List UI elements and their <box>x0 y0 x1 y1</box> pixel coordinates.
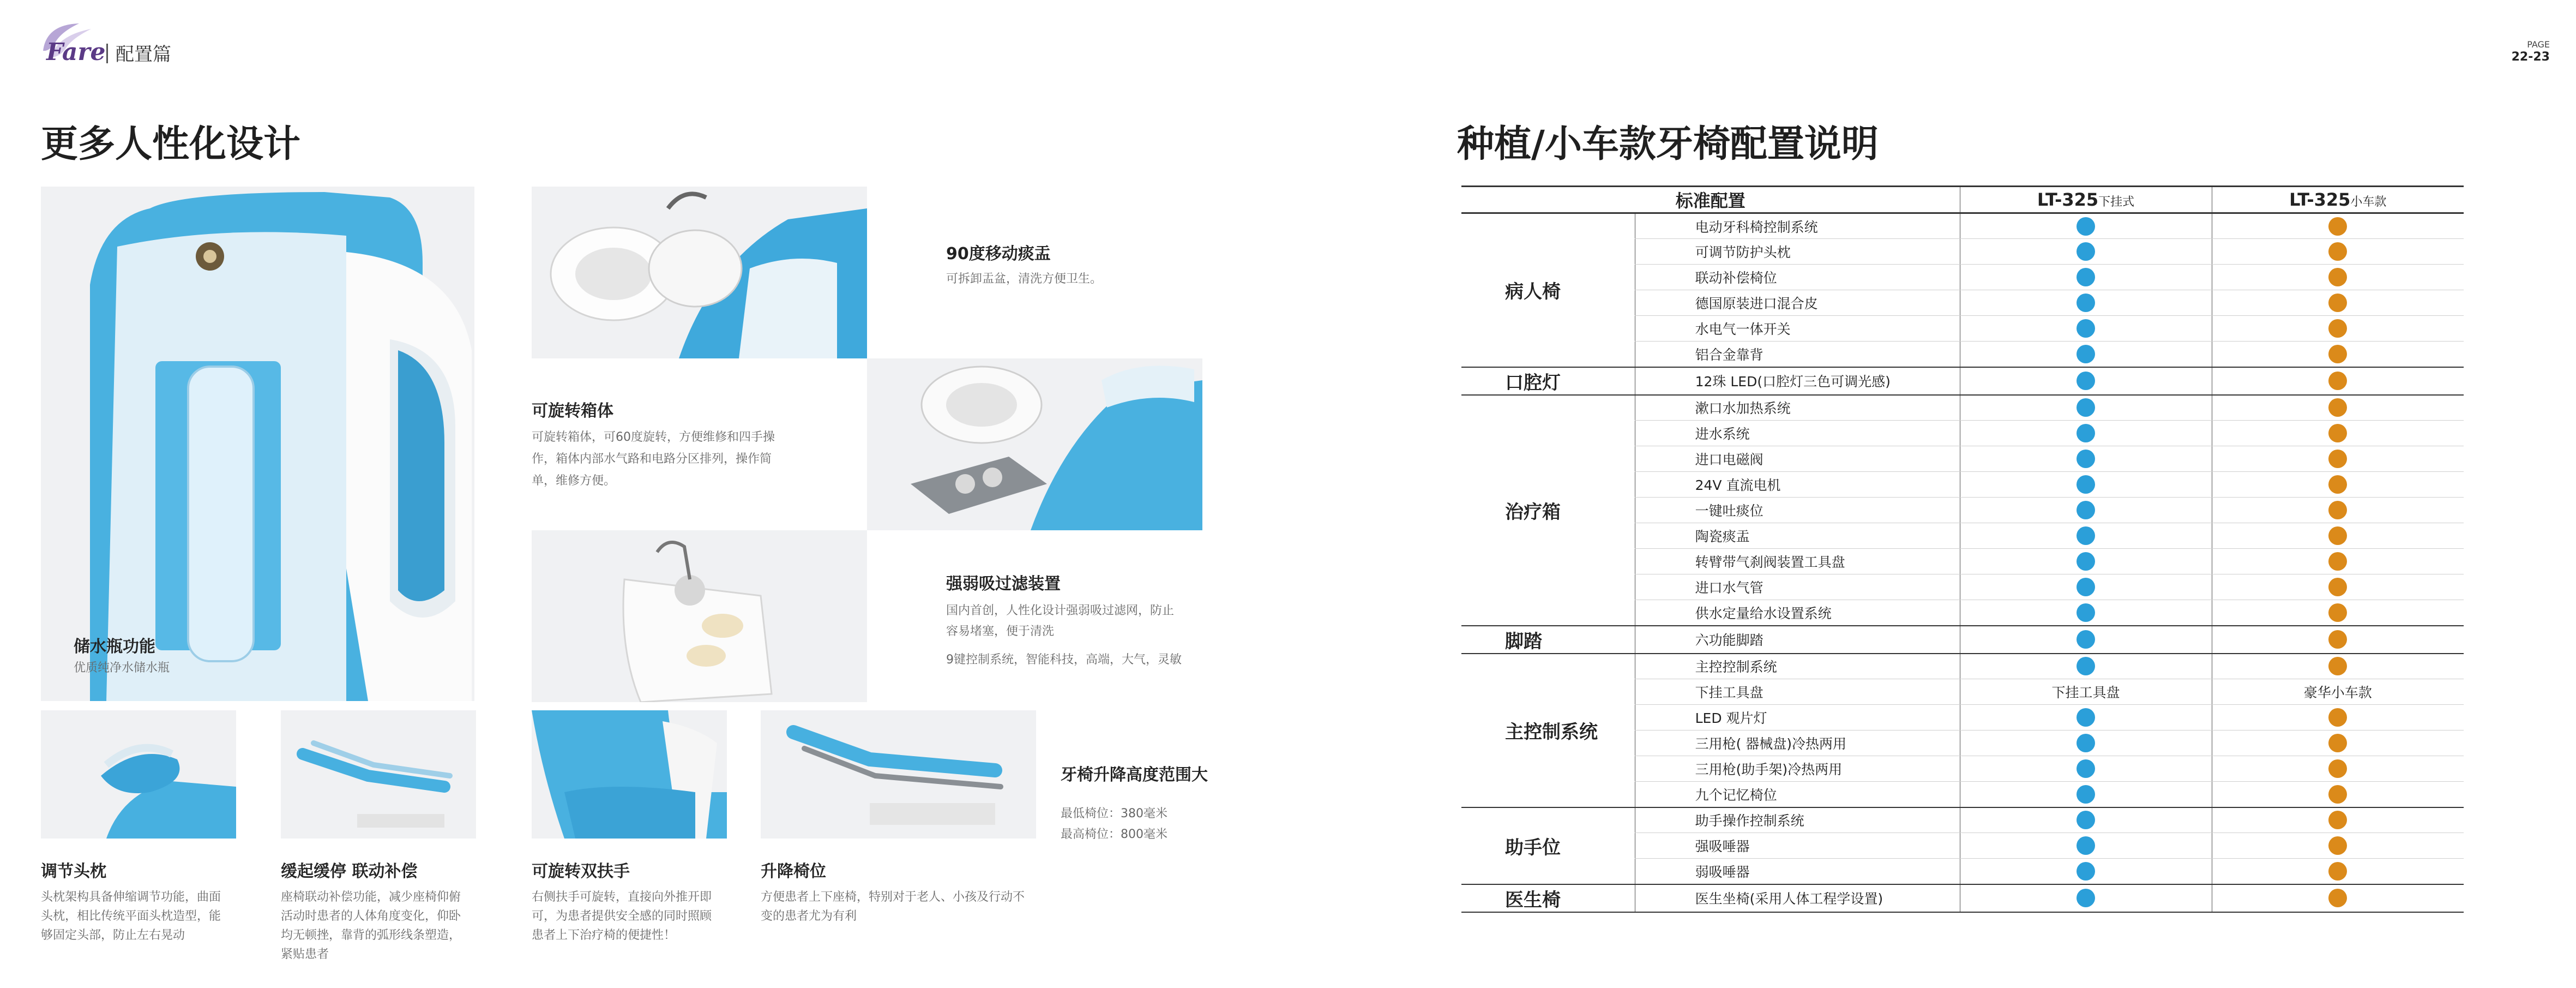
included-dot-icon <box>2077 475 2095 494</box>
model2-value-cell <box>2212 730 2464 756</box>
photo-spittoon <box>532 187 867 358</box>
feature-water-bottle-title: 储水瓶功能 <box>74 637 155 656</box>
included-dot-icon <box>2077 552 2095 571</box>
table-row <box>1461 884 2464 912</box>
included-dot-icon <box>2077 811 2095 829</box>
included-dot-icon <box>2328 372 2347 390</box>
model1-value-cell <box>1960 367 2212 395</box>
item-cell: 三用枪(助手架)冷热两用 <box>1635 756 1960 782</box>
feature-headrest-text-2: 头枕，相比传统平面头枕造型，能 <box>41 909 221 923</box>
feature-rotating-box-text-2: 作，箱体内部水气路和电路分区排列，操作简 <box>532 452 772 466</box>
included-dot-icon <box>2328 242 2347 261</box>
included-dot-icon <box>2077 862 2095 881</box>
included-dot-icon <box>2328 552 2347 571</box>
model-2-sub: 小车款 <box>2350 195 2387 209</box>
feature-lift-text-1: 方便患者上下座椅，特别对于老人、小孩及行动不 <box>761 890 1025 904</box>
item-cell: 24V 直流电机 <box>1635 472 1960 498</box>
included-dot-icon <box>2077 398 2095 417</box>
model2-value-cell <box>2212 807 2464 833</box>
feature-armrest-title: 可旋转双扶手 <box>532 862 630 881</box>
model-2-name: LT-325 <box>2289 189 2351 210</box>
rotating-box-illustration <box>867 358 1202 530</box>
headrest-illustration <box>41 710 236 839</box>
included-dot-icon <box>2077 450 2095 468</box>
included-dot-icon <box>2328 345 2347 363</box>
model1-value-cell <box>1960 421 2212 446</box>
water-bottle-illustration <box>41 187 474 701</box>
photo-suction-filter <box>532 530 867 702</box>
config-table <box>1461 185 2464 913</box>
included-dot-icon <box>2328 785 2347 804</box>
item-cell: 12珠 LED(口腔灯三色可调光感) <box>1635 367 1960 395</box>
left-page-title: 更多人性化设计 <box>41 123 301 166</box>
item-cell: 进水系统 <box>1635 421 1960 446</box>
model1-value-cell <box>1960 654 2212 679</box>
header-model-2 <box>2212 187 2464 213</box>
feature-height-range-title: 牙椅升降高度范围大 <box>1061 765 1208 785</box>
feature-height-min: 最低椅位：380毫米 <box>1061 807 1167 821</box>
photo-rotating-box <box>867 358 1202 530</box>
model2-value-cell <box>2212 549 2464 574</box>
model1-value-cell <box>1960 498 2212 523</box>
included-dot-icon <box>2077 501 2095 519</box>
category-cell: 治疗箱 <box>1461 395 1635 626</box>
feature-linked-text-1: 座椅联动补偿功能，减少座椅仰俯 <box>281 890 461 904</box>
included-dot-icon <box>2077 268 2095 286</box>
page-label: PAGE <box>2527 39 2550 50</box>
included-dot-icon <box>2328 294 2347 312</box>
model1-value-cell <box>1960 884 2212 912</box>
model2-value-cell <box>2212 705 2464 730</box>
lift-chair-illustration <box>761 710 1036 839</box>
included-dot-icon <box>2077 708 2095 727</box>
item-cell: 六功能脚踏 <box>1635 626 1960 654</box>
model-1-name: LT-325 <box>2037 189 2099 210</box>
included-dot-icon <box>2328 708 2347 727</box>
included-dot-icon <box>2077 630 2095 649</box>
included-dot-icon <box>2328 603 2347 622</box>
included-dot-icon <box>2077 836 2095 855</box>
included-dot-icon <box>2077 657 2095 675</box>
item-cell: 弱吸唾器 <box>1635 859 1960 884</box>
model1-value-cell <box>1960 290 2212 316</box>
included-dot-icon <box>2077 372 2095 390</box>
model2-value-cell <box>2212 600 2464 626</box>
included-dot-icon <box>2077 345 2095 363</box>
item-cell: 进口电磁阀 <box>1635 446 1960 472</box>
model1-value-cell <box>1960 574 2212 600</box>
item-cell: 三用枪( 器械盘)冷热两用 <box>1635 730 1960 756</box>
photo-headrest <box>41 710 236 839</box>
photo-water-bottle-unit <box>41 187 474 701</box>
table-row <box>1461 213 2464 239</box>
section-label: 配置篇 <box>116 44 171 65</box>
feature-headrest-text-1: 头枕架构具备伸缩调节功能，曲面 <box>41 890 221 904</box>
item-cell: 电动牙科椅控制系统 <box>1635 213 1960 239</box>
model1-value-cell <box>1960 265 2212 290</box>
armrest-illustration <box>532 710 727 839</box>
photo-armrest <box>532 710 727 839</box>
feature-headrest-text-3: 够固定头部，防止左右晃动 <box>41 929 185 942</box>
table-row <box>1461 654 2464 679</box>
category-cell: 医生椅 <box>1461 884 1635 912</box>
model2-value-cell <box>2212 498 2464 523</box>
included-dot-icon <box>2328 475 2347 494</box>
model1-value-cell <box>1960 705 2212 730</box>
feature-rotating-box-title: 可旋转箱体 <box>532 402 613 421</box>
table-row <box>1461 367 2464 395</box>
item-cell: 铝合金靠背 <box>1635 342 1960 367</box>
model1-value-cell <box>1960 600 2212 626</box>
model-1-sub: 下挂式 <box>2098 195 2135 209</box>
feature-rotating-box-text-1: 可旋转箱体，可60度旋转，方便维修和四手操 <box>532 430 775 444</box>
model2-value-cell <box>2212 342 2464 367</box>
model2-value-cell <box>2212 421 2464 446</box>
included-dot-icon <box>2077 294 2095 312</box>
table-row <box>1461 807 2464 833</box>
model2-value-cell <box>2212 472 2464 498</box>
included-dot-icon <box>2328 319 2347 338</box>
model2-value-cell <box>2212 290 2464 316</box>
model2-value-cell <box>2212 833 2464 859</box>
item-cell: 九个记忆椅位 <box>1635 782 1960 807</box>
table-row <box>1461 395 2464 421</box>
model2-value-cell <box>2212 523 2464 549</box>
header-divider <box>106 44 108 63</box>
included-dot-icon <box>2077 424 2095 442</box>
included-dot-icon <box>2077 319 2095 338</box>
included-dot-icon <box>2328 450 2347 468</box>
header-model-1 <box>1960 187 2212 213</box>
model2-value-cell <box>2212 626 2464 654</box>
included-dot-icon <box>2077 785 2095 804</box>
model1-value-cell <box>1960 549 2212 574</box>
included-dot-icon <box>2077 526 2095 545</box>
model1-value-cell <box>1960 395 2212 421</box>
spittoon-illustration <box>532 187 867 358</box>
included-dot-icon <box>2328 862 2347 881</box>
feature-lift-text-2: 变的患者尤为有利 <box>761 909 857 923</box>
item-cell: 主控控制系统 <box>1635 654 1960 679</box>
included-dot-icon <box>2328 526 2347 545</box>
item-cell: 德国原装进口混合皮 <box>1635 290 1960 316</box>
included-dot-icon <box>2328 398 2347 417</box>
included-dot-icon <box>2328 759 2347 778</box>
included-dot-icon <box>2328 630 2347 649</box>
suction-filter-illustration <box>532 530 867 702</box>
model1-value-cell <box>1960 239 2212 265</box>
header-standard-config: 标准配置 <box>1461 187 1960 213</box>
included-dot-icon <box>2328 734 2347 752</box>
model2-value-cell <box>2212 654 2464 679</box>
photo-linked-compensation <box>281 710 476 839</box>
feature-linked-title: 缓起缓停 联动补偿 <box>281 862 418 881</box>
model1-value-cell <box>1960 472 2212 498</box>
category-cell: 主控制系统 <box>1461 654 1635 807</box>
model1-value-cell <box>1960 316 2212 342</box>
feature-rotating-box-text-3: 单，维修方便。 <box>532 474 616 488</box>
model1-value-cell <box>1960 342 2212 367</box>
table-row <box>1461 626 2464 654</box>
feature-linked-text-2: 活动时患者的人体角度变化，仰卧 <box>281 909 461 923</box>
model2-value-cell <box>2212 859 2464 884</box>
included-dot-icon <box>2077 759 2095 778</box>
feature-suction-filter-text-2: 容易堵塞，便于清洗 <box>946 625 1055 638</box>
item-cell: 医生坐椅(采用人体工程学设置) <box>1635 884 1960 912</box>
model2-value-cell <box>2212 756 2464 782</box>
item-cell: 水电气一体开关 <box>1635 316 1960 342</box>
included-dot-icon <box>2328 268 2347 286</box>
model2-value-cell <box>2212 446 2464 472</box>
model1-value-cell <box>1960 756 2212 782</box>
included-dot-icon <box>2328 811 2347 829</box>
included-dot-icon <box>2077 603 2095 622</box>
feature-water-bottle-text: 优质纯净水储水瓶 <box>74 661 170 675</box>
model2-value-cell <box>2212 316 2464 342</box>
feature-spittoon-text: 可拆卸盂盆，清洗方便卫生。 <box>946 272 1103 286</box>
model2-value-cell <box>2212 213 2464 239</box>
item-cell: 下挂工具盘 <box>1635 679 1960 705</box>
included-dot-icon <box>2077 734 2095 752</box>
item-cell: 陶瓷痰盂 <box>1635 523 1960 549</box>
page-numbers: 22-23 <box>2511 50 2550 64</box>
model1-value-cell <box>1960 446 2212 472</box>
feature-lift-title: 升降椅位 <box>761 862 826 881</box>
included-dot-icon <box>2328 836 2347 855</box>
model2-value-cell: 豪华小车款 <box>2212 679 2464 705</box>
feature-suction-filter-title: 强弱吸过滤装置 <box>946 574 1061 594</box>
model2-value-cell <box>2212 884 2464 912</box>
feature-armrest-text-2: 可，为患者提供安全感的同时照顾 <box>532 909 712 923</box>
model1-value-cell: 下挂工具盘 <box>1960 679 2212 705</box>
item-cell: 供水定量给水设置系统 <box>1635 600 1960 626</box>
model1-value-cell <box>1960 730 2212 756</box>
photo-lift-chair <box>761 710 1036 839</box>
feature-spittoon-title: 90度移动痰盂 <box>946 244 1051 264</box>
model2-value-cell <box>2212 574 2464 600</box>
item-cell: 联动补偿椅位 <box>1635 265 1960 290</box>
category-cell: 脚踏 <box>1461 626 1635 654</box>
feature-armrest-text-3: 患者上下治疗椅的便捷性！ <box>532 929 676 942</box>
model1-value-cell <box>1960 213 2212 239</box>
included-dot-icon <box>2328 578 2347 596</box>
item-cell: 助手操作控制系统 <box>1635 807 1960 833</box>
feature-linked-text-4: 紧贴患者 <box>281 948 329 961</box>
model1-value-cell <box>1960 523 2212 549</box>
model1-value-cell <box>1960 807 2212 833</box>
category-cell: 病人椅 <box>1461 213 1635 367</box>
feature-headrest-title: 调节头枕 <box>41 862 106 881</box>
model1-value-cell <box>1960 833 2212 859</box>
item-cell: 漱口水加热系统 <box>1635 395 1960 421</box>
included-dot-icon <box>2077 578 2095 596</box>
item-cell: 可调节防护头枕 <box>1635 239 1960 265</box>
model2-value-cell <box>2212 367 2464 395</box>
feature-armrest-text-1: 右侧扶手可旋转，直接向外推开即 <box>532 890 712 904</box>
included-dot-icon <box>2328 657 2347 675</box>
model2-value-cell <box>2212 395 2464 421</box>
included-dot-icon <box>2328 889 2347 907</box>
feature-linked-text-3: 均无顿挫，靠背的弧形线条塑造， <box>281 929 461 942</box>
model2-value-cell <box>2212 239 2464 265</box>
model2-value-cell <box>2212 782 2464 807</box>
model1-value-cell <box>1960 859 2212 884</box>
item-cell: 一键吐痰位 <box>1635 498 1960 523</box>
feature-height-max: 最高椅位：800毫米 <box>1061 828 1167 841</box>
item-cell: 强吸唾器 <box>1635 833 1960 859</box>
item-cell: 进口水气管 <box>1635 574 1960 600</box>
included-dot-icon <box>2328 501 2347 519</box>
brand-logo-text: Fare <box>46 38 106 66</box>
feature-control-system-text: 9键控制系统，智能科技，高端，大气，灵敏 <box>946 653 1182 667</box>
model1-value-cell <box>1960 782 2212 807</box>
category-cell: 口腔灯 <box>1461 367 1635 395</box>
model1-value-cell <box>1960 626 2212 654</box>
included-dot-icon <box>2328 424 2347 442</box>
feature-suction-filter-text-1: 国内首创，人性化设计强弱吸过滤网，防止 <box>946 604 1175 618</box>
linked-compensation-illustration <box>281 710 476 839</box>
item-cell: 转臂带气刹阀装置工具盘 <box>1635 549 1960 574</box>
included-dot-icon <box>2077 889 2095 907</box>
table-header-row <box>1461 187 2464 213</box>
included-dot-icon <box>2077 217 2095 236</box>
included-dot-icon <box>2077 242 2095 261</box>
model2-value-cell <box>2212 265 2464 290</box>
item-cell: LED 观片灯 <box>1635 705 1960 730</box>
included-dot-icon <box>2328 217 2347 236</box>
right-page-title: 种植/小车款牙椅配置说明 <box>1457 123 1879 166</box>
category-cell: 助手位 <box>1461 807 1635 884</box>
